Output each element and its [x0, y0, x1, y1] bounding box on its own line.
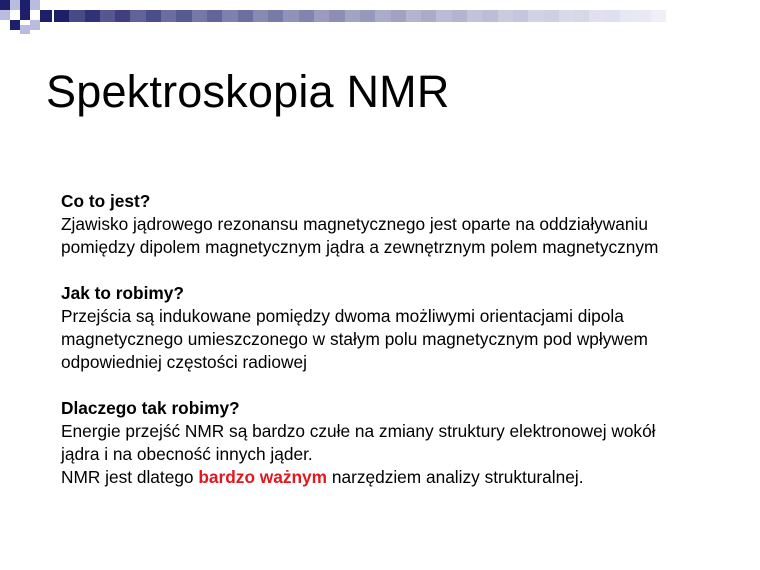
decorative-header-bar: [0, 0, 760, 34]
decor-stripe: [253, 10, 268, 22]
conclusion-after: narzędziem analizy strukturalnej.: [327, 467, 584, 487]
decor-square: [20, 25, 30, 34]
decor-stripe: [314, 10, 329, 22]
decor-stripe: [544, 10, 559, 22]
decor-stripe: [238, 10, 253, 22]
decor-stripe: [130, 10, 145, 22]
decor-stripe: [513, 10, 528, 22]
decor-stripe: [421, 10, 436, 22]
decor-stripe: [651, 10, 666, 22]
section-line: jądra i na obecność innych jąder.: [61, 444, 313, 464]
decor-square: [20, 10, 30, 20]
decor-stripe: [452, 10, 467, 22]
section-line: magnetycznego umieszczonego w stałym polu magnetycznym pod wpływem: [61, 329, 648, 349]
decor-square: [0, 0, 10, 10]
section-heading: Jak to robimy?: [61, 283, 184, 303]
decor-stripe: [605, 10, 620, 22]
decor-stripe: [161, 10, 176, 22]
decor-stripe: [345, 10, 360, 22]
decor-square: [40, 10, 52, 22]
decor-stripe: [115, 10, 130, 22]
decor-stripe: [528, 10, 543, 22]
decor-stripe: [589, 10, 604, 22]
section-line: Energie przejść NMR są bardzo czułe na zmiany struktury elektronowej wokół: [61, 421, 656, 441]
decor-stripe: [375, 10, 390, 22]
decor-stripe: [635, 10, 650, 22]
slide-content: [61, 190, 741, 489]
decor-stripe: [207, 10, 222, 22]
decor-stripe: [329, 10, 344, 22]
conclusion-highlight: bardzo ważnym: [198, 467, 328, 487]
decor-stripe: [85, 10, 100, 22]
section-line: Przejścia są indukowane pomiędzy dwoma możliwymi orientacjami dipola: [61, 306, 624, 326]
decor-square: [0, 10, 10, 20]
decor-stripe: [498, 10, 513, 22]
decor-stripe: [192, 10, 207, 22]
section-line: pomiędzy dipolem magnetycznym jądra a zewnętrznym polem magnetycznym: [61, 237, 659, 257]
decor-gradient-stripes: [54, 10, 666, 22]
decor-square: [30, 0, 40, 10]
decor-stripe: [146, 10, 161, 22]
decor-square: [10, 0, 20, 10]
decor-stripe: [299, 10, 314, 22]
decor-stripe: [436, 10, 451, 22]
decor-stripe: [391, 10, 406, 22]
decor-square: [20, 0, 30, 10]
decor-square: [10, 20, 20, 30]
decor-square: [30, 20, 40, 30]
section-line: Zjawisko jądrowego rezonansu magnetycznego jest oparte na oddziaływaniu: [61, 214, 648, 234]
decor-stripe: [482, 10, 497, 22]
decor-stripe: [406, 10, 421, 22]
section-heading: Dlaczego tak robimy?: [61, 398, 240, 418]
decor-stripe: [360, 10, 375, 22]
decor-stripe: [69, 10, 84, 22]
decor-stripe: [176, 10, 191, 22]
page-title: Spektroskopia NMR: [46, 66, 450, 117]
conclusion-line: [61, 466, 741, 489]
section-heading: Co to jest?: [61, 191, 151, 211]
decor-stripe: [268, 10, 283, 22]
decor-stripe: [54, 10, 69, 22]
section-line: odpowiedniej częstości radiowej: [61, 352, 307, 372]
decor-stripe: [574, 10, 589, 22]
decor-stripe: [100, 10, 115, 22]
decor-stripe: [620, 10, 635, 22]
decor-stripe: [467, 10, 482, 22]
conclusion-before: NMR jest dlatego: [61, 467, 199, 487]
decor-stripe: [283, 10, 298, 22]
decor-stripe: [222, 10, 237, 22]
decor-stripe: [559, 10, 574, 22]
